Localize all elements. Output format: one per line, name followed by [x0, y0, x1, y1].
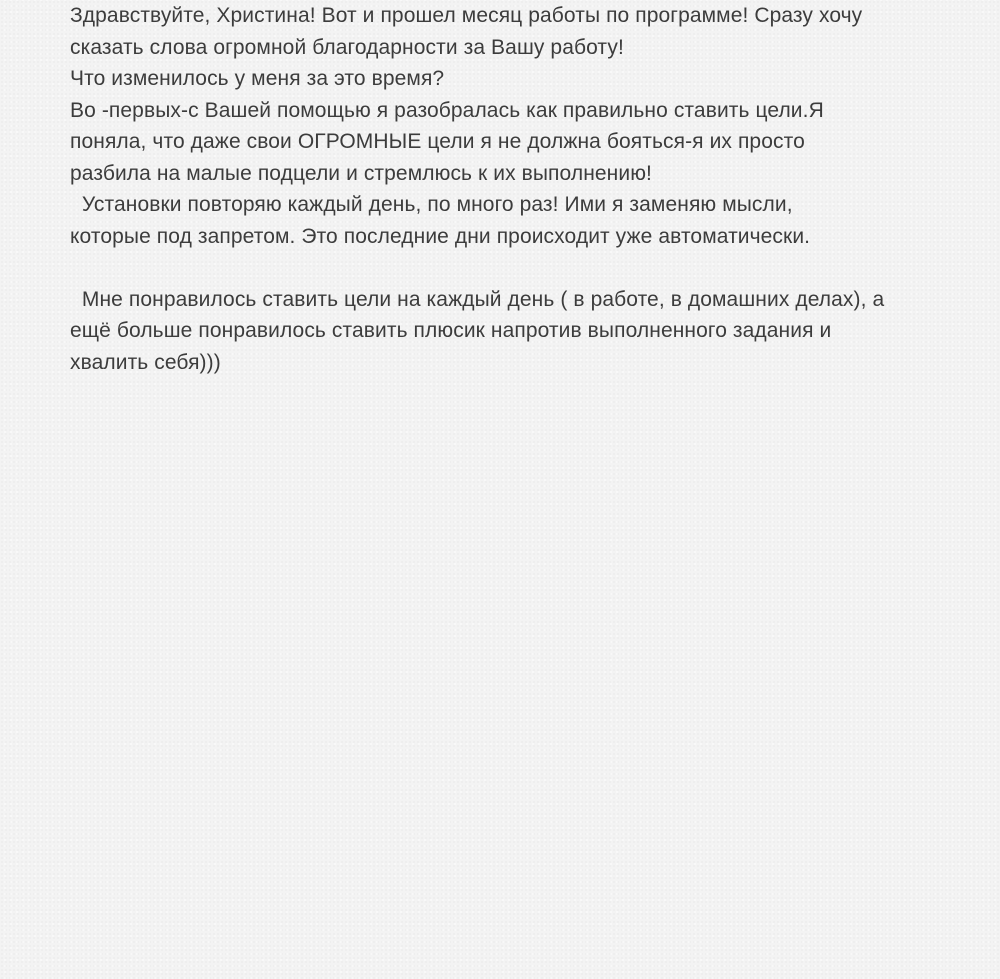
note-line: Здравствуйте, Христина! Вот и прошел месяц работы по программе! Сразу хочу — [70, 4, 863, 27]
note-line: разбила на малые подцели и стремлюсь к их выполнению! — [70, 161, 652, 185]
note-line: Установки повторяю каждый день, по много раз! Ими я заменяю мысли, — [70, 193, 793, 216]
note-line: Во -первых-с Вашей помощью я разобралась как правильно ставить цели.Я — [70, 98, 824, 122]
note-line: Что изменилось у меня за это время? — [70, 67, 445, 90]
note-body — [70, 0, 970, 378]
note-line: которые под запретом. Это последние дни происходит уже автоматически. — [70, 224, 811, 248]
note-line: ещё больше понравилось ставить плюсик напротив выполненного задания и — [70, 319, 832, 342]
note-line: Мне понравилось ставить цели на каждый день ( в работе, в домашних делах), а — [70, 287, 885, 311]
note-line: хвалить себя))) — [70, 350, 221, 374]
note-line: сказать слова огромной благодарности за Вашу работу! — [70, 35, 624, 59]
blank-line — [70, 252, 970, 284]
note-line: поняла, что даже свои ОГРОМНЫЕ цели я не должна бояться-я их просто — [70, 130, 805, 153]
